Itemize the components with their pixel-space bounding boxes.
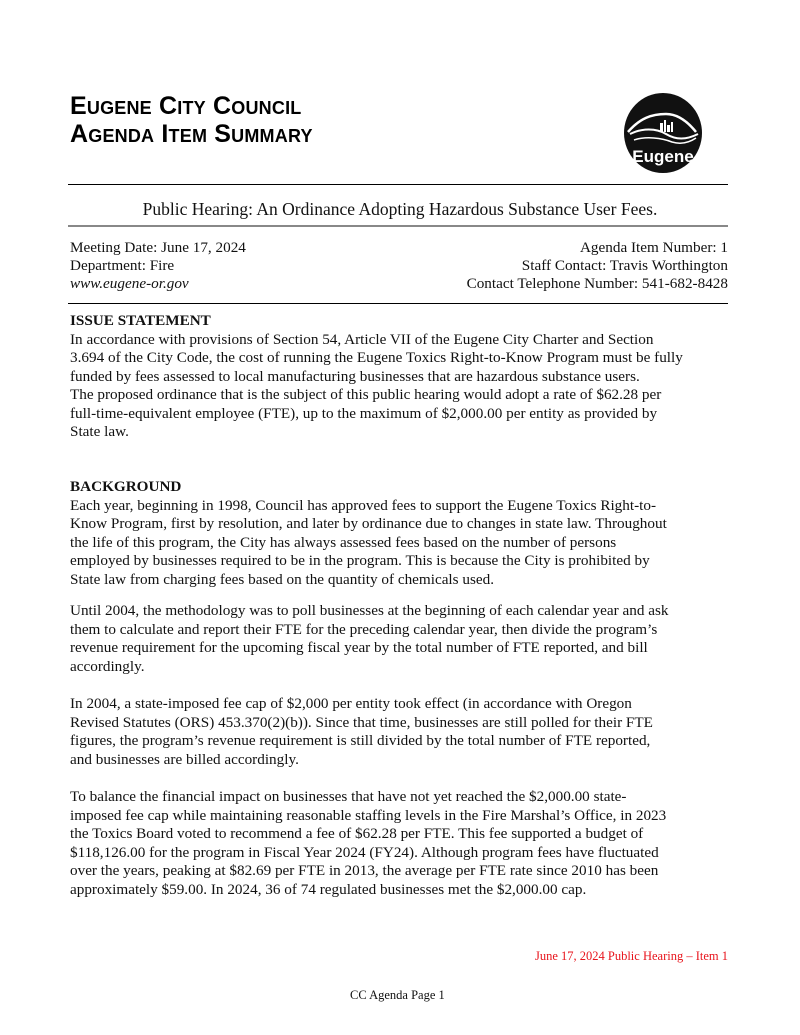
paragraph-line: The proposed ordinance that is the subject of this public hearing would adopt a rate of $62.28 per xyxy=(70,386,662,403)
divider xyxy=(68,225,728,227)
paragraph-line: the life of this program, the City has always assessed fees based on the number of persons xyxy=(70,533,617,551)
document-title-line2: Agenda Item Summary xyxy=(70,120,313,148)
eugene-logo xyxy=(622,92,704,174)
paragraph-line: 3.694 of the City Code, the cost of running the Eugene Toxics Right-to-Know Program must be fully xyxy=(70,349,683,366)
paragraph-line: Revised Statutes (ORS) 453.370(2)(b)). Since that time, businesses are still polled for their FTE xyxy=(70,713,653,731)
background-section xyxy=(70,478,740,589)
logo-text: Eugene xyxy=(632,147,694,166)
background-heading: BACKGROUND xyxy=(70,478,182,495)
paragraph-line: approximately $59.00. In 2024, 36 of 74 regulated businesses met the $2,000.00 cap. xyxy=(70,880,587,898)
website-link[interactable]: www.eugene-or.gov xyxy=(70,275,189,292)
paragraph-line: In 2004, a state-imposed fee cap of $2,000 per entity took effect (in accordance with Oregon xyxy=(70,695,632,712)
subject-title: Public Hearing: An Ordinance Adopting Hazardous Substance User Fees. xyxy=(142,199,658,219)
department: Department: Fire xyxy=(70,257,175,274)
paragraph-line: Until 2004, the methodology was to poll businesses at the beginning of each calendar year and ask xyxy=(70,602,669,619)
background-paragraph-3 xyxy=(70,695,740,769)
hearing-footer-label: June 17, 2024 Public Hearing – Item 1 xyxy=(534,949,728,963)
paragraph-line: full-time-equivalent employee (FTE), up to the maximum of $2,000.00 per entity as provided by xyxy=(70,404,658,422)
background-paragraph-4 xyxy=(70,788,740,899)
divider xyxy=(68,303,728,304)
paragraph-line: imposed fee cap while maintaining reasonable staffing levels in the Fire Marshal’s Office, in 2023 xyxy=(70,806,667,824)
page-number: CC Agenda Page 1 xyxy=(350,988,445,1002)
paragraph-line: Know Program, first by resolution, and later by ordinance due to changes in state law. Throughout xyxy=(70,515,667,532)
contact-telephone: Contact Telephone Number: 541-682-8428 xyxy=(466,275,728,292)
divider xyxy=(68,184,728,185)
paragraph-line: the Toxics Board voted to recommend a fee of $62.28 per FTE. This fee supported a budget of xyxy=(70,825,644,842)
agenda-item-number: Agenda Item Number: 1 xyxy=(579,239,728,256)
paragraph-line: In accordance with provisions of Section 54, Article VII of the Eugene City Charter and Section xyxy=(70,330,654,348)
document-title-line1: Eugene City Council xyxy=(70,92,302,120)
paragraph-line: Each year, beginning in 1998, Council has approved fees to support the Eugene Toxics Right-to- xyxy=(70,496,657,514)
background-paragraph-2 xyxy=(70,602,740,676)
paragraph-line: State law. xyxy=(70,423,129,440)
paragraph-line: and businesses are billed accordingly. xyxy=(70,750,299,768)
paragraph-line: To balance the financial impact on businesses that have not yet reached the $2,000.00 state- xyxy=(70,788,627,805)
paragraph-line: over the years, peaking at $82.69 per FTE in 2013, the average per FTE rate since 2010 has been xyxy=(70,862,659,879)
meeting-date: Meeting Date: June 17, 2024 xyxy=(70,239,246,256)
paragraph-line: them to calculate and report their FTE for the preceding calendar year, then divide the program’s xyxy=(70,620,658,638)
paragraph-line: State law from charging fees based on the quantity of chemicals used. xyxy=(70,570,494,588)
paragraph-line: figures, the program’s revenue requirement is still divided by the total number of FTE reported, xyxy=(70,732,651,749)
paragraph-line: $118,126.00 for the program in Fiscal Year 2024 (FY24). Although program fees have fluctuated xyxy=(70,843,659,861)
issue-statement-heading: ISSUE STATEMENT xyxy=(70,312,211,329)
paragraph-line: revenue requirement for the upcoming fiscal year by the total number of FTE reported, and bill xyxy=(70,639,648,656)
paragraph-line: funded by fees assessed to local manufacturing businesses that are hazardous substance users. xyxy=(70,367,640,385)
staff-contact: Staff Contact: Travis Worthington xyxy=(521,257,728,274)
paragraph-line: employed by businesses required to be in the program. This is because the City is prohibited by xyxy=(70,552,650,569)
paragraph-line: accordingly. xyxy=(70,657,145,675)
issue-statement-section xyxy=(70,312,740,442)
